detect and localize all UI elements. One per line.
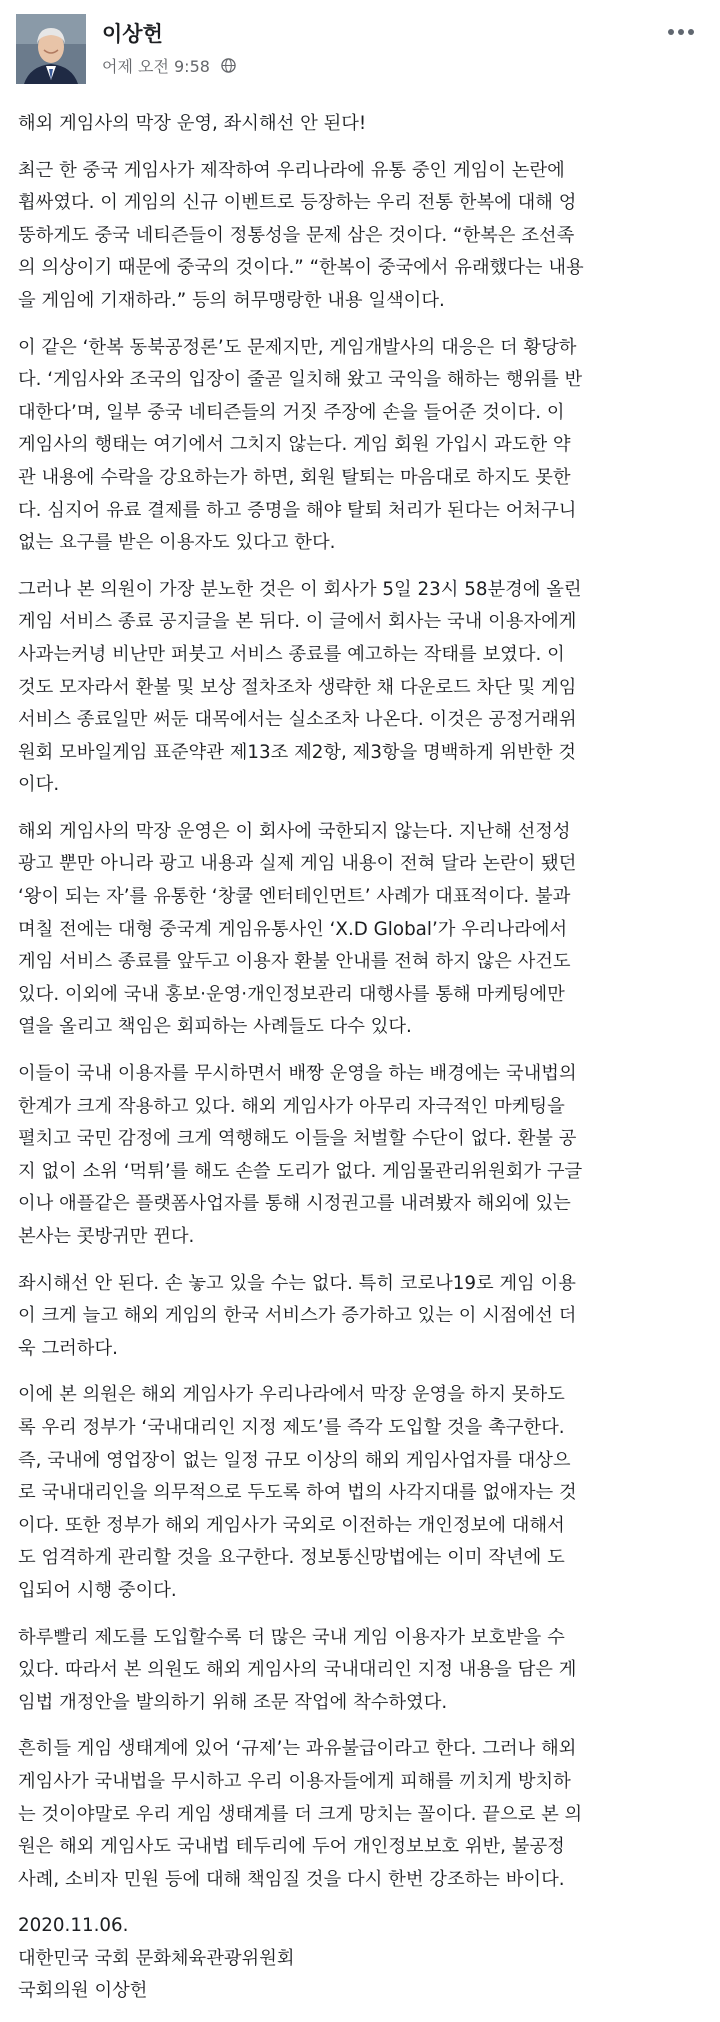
author-name[interactable]: 이상헌 (102, 22, 163, 46)
post-paragraph: 좌시해선 안 된다. 손 놓고 있을 수는 없다. 특히 코로나19로 게임 이용 이 크게 늘고 해외 게임의 한국 서비스가 증가하고 있는 이 시점에선 더 욱 그러하다. (18, 1272, 577, 1359)
post-paragraph: 최근 한 중국 게임사가 제작하여 우리나라에 유통 중인 게임이 논란에 휩싸였다. 이 게임의 신규 이벤트로 등장하는 우리 전통 한복에 대해 엉 뚱하게도 중국 네티즌들이 정통성을 문제 삼은 것이다. “한복은 조선족 의 의상이기 때문에 중국의 것이다.” “한복이 중국에서 유래했다는 내용 을 게임에 기재하라.” 등의 허무맹랑한 내용 일색이다. (18, 159, 584, 311)
post-body (18, 108, 702, 2022)
more-dots-icon[interactable] (666, 20, 702, 44)
post-paragraph: 해외 게임사의 막장 운영은 이 회사에 국한되지 않는다. 지난해 선정성 광고 뿐만 아니라 광고 내용과 실제 게임 내용이 전혀 달라 논란이 됐던 ‘왕이 되는 자’를 유통한 ‘창쿨 엔터테인먼트’ 사례가 대표적이다. 불과 며칠 전에는 대형 중국계 게임유통사인 ‘X.D Global’가 우리나라에서 게임 서비스 종료를 앞두고 이용자 환불 안내를 전혀 하지 않은 사건도 있다. 이외에 국내 홍보·운영·개인정보관리 대행사를 통해 마케팅에만 열을 올리고 책임은 회피하는 사례들도 다수 있다. (18, 820, 577, 1038)
post-paragraph: 흔히들 게임 생태계에 있어 ‘규제’는 과유불급이라고 한다. 그러나 해외 게임사가 국내법을 무시하고 우리 이용자들에게 피해를 끼치게 방치하 는 것이야말로 우리 게임 생태계를 더 크게 망치는 꼴이다. 끝으로 본 의 원은 해외 게임사도 국내법 테두리에 두어 개인정보보호 위반, 불공정 사례, 소비자 민원 등에 대해 책임질 것을 다시 한번 강조하는 바이다. (18, 1738, 583, 1890)
post-paragraph: 하루빨리 제도를 도입할수록 더 많은 국내 게임 이용자가 보호받을 수 있다. 따라서 본 의원도 해외 게임사의 국내대리인 지정 내용을 담은 게 임법 개정안을 발의하기 위해 조문 작업에 착수하였다. (18, 1626, 577, 1713)
post-timestamp[interactable]: 어제 오전 9:58 (102, 57, 210, 76)
post-signature: 2020.11.06. 대한민국 국회 문화체육관광위원회 국회의원 이상헌 (18, 1915, 295, 2002)
avatar[interactable] (16, 14, 86, 84)
post-title: 해외 게임사의 막장 운영, 좌시해선 안 된다! (18, 113, 367, 134)
post-header (16, 14, 704, 86)
post-paragraph: 이 같은 ‘한복 동북공정론’도 문제지만, 게임개발사의 대응은 더 황당하 다. ‘게임사와 조국의 입장이 줄곧 일치해 왔고 국익을 해하는 행위를 반 대한다’며, 일부 중국 네티즌들의 거짓 주장에 손을 들어준 것이다. 이 게임사의 행태는 여기에서 그치지 않는다. 게임 회원 가입시 과도한 약 관 내용에 수락을 강요하는가 하면, 회원 탈퇴는 마음대로 하지도 못한 다. 심지어 유료 결제를 하고 증명을 해야 탈퇴 처리가 된다는 어처구니 없는 요구를 받은 이용자도 있다고 한다. (18, 336, 583, 554)
post-paragraph: 그러나 본 의원이 가장 분노한 것은 이 회사가 5일 23시 58분경에 올린 게임 서비스 종료 공지글을 본 뒤다. 이 글에서 회사는 국내 이용자에게 사과는커녕 비난만 퍼붓고 서비스 종료를 예고하는 작태를 보였다. 이 것도 모자라서 환불 및 보상 절차조차 생략한 채 다운로드 차단 및 게임 서비스 종료일만 써둔 대목에서는 실소조차 나온다. 이것은 공정거래위 원회 모바일게임 표준약관 제13조 제2항, 제3항을 명백하게 위반한 것 이다. (18, 578, 582, 796)
post-meta (102, 54, 236, 77)
profile-photo (16, 14, 86, 84)
globe-icon[interactable] (221, 58, 236, 73)
post-paragraph: 이에 본 의원은 해외 게임사가 우리나라에서 막장 운영을 하지 못하도 록 우리 정부가 ‘국내대리인 지정 제도’를 즉각 도입할 것을 촉구한다. 즉, 국내에 영업장이 없는 일정 규모 이상의 해외 게임사업자를 대상으 로 국내대리인을 의무적으로 두도록 하여 법의 사각지대를 없애자는 것 이다. 또한 정부가 해외 게임사가 국외로 이전하는 개인정보에 대해서 도 엄격하게 관리할 것을 요구한다. 정보통신망법에는 이미 작년에 도 입되어 시행 중이다. (18, 1384, 577, 1601)
post-paragraph: 이들이 국내 이용자를 무시하면서 배짱 운영을 하는 배경에는 국내법의 한계가 크게 작용하고 있다. 해외 게임사가 아무리 자극적인 마케팅을 펼치고 국민 감정에 크게 역행해도 이들을 처벌할 수단이 없다. 환불 공 지 없이 소위 ‘먹튀’를 해도 손쓸 도리가 없다. 게임물관리위원회가 구글 이나 애플같은 플랫폼사업자를 통해 시정권고를 내려봤자 해외에 있는 본사는 콧방귀만 뀐다. (18, 1063, 583, 1247)
